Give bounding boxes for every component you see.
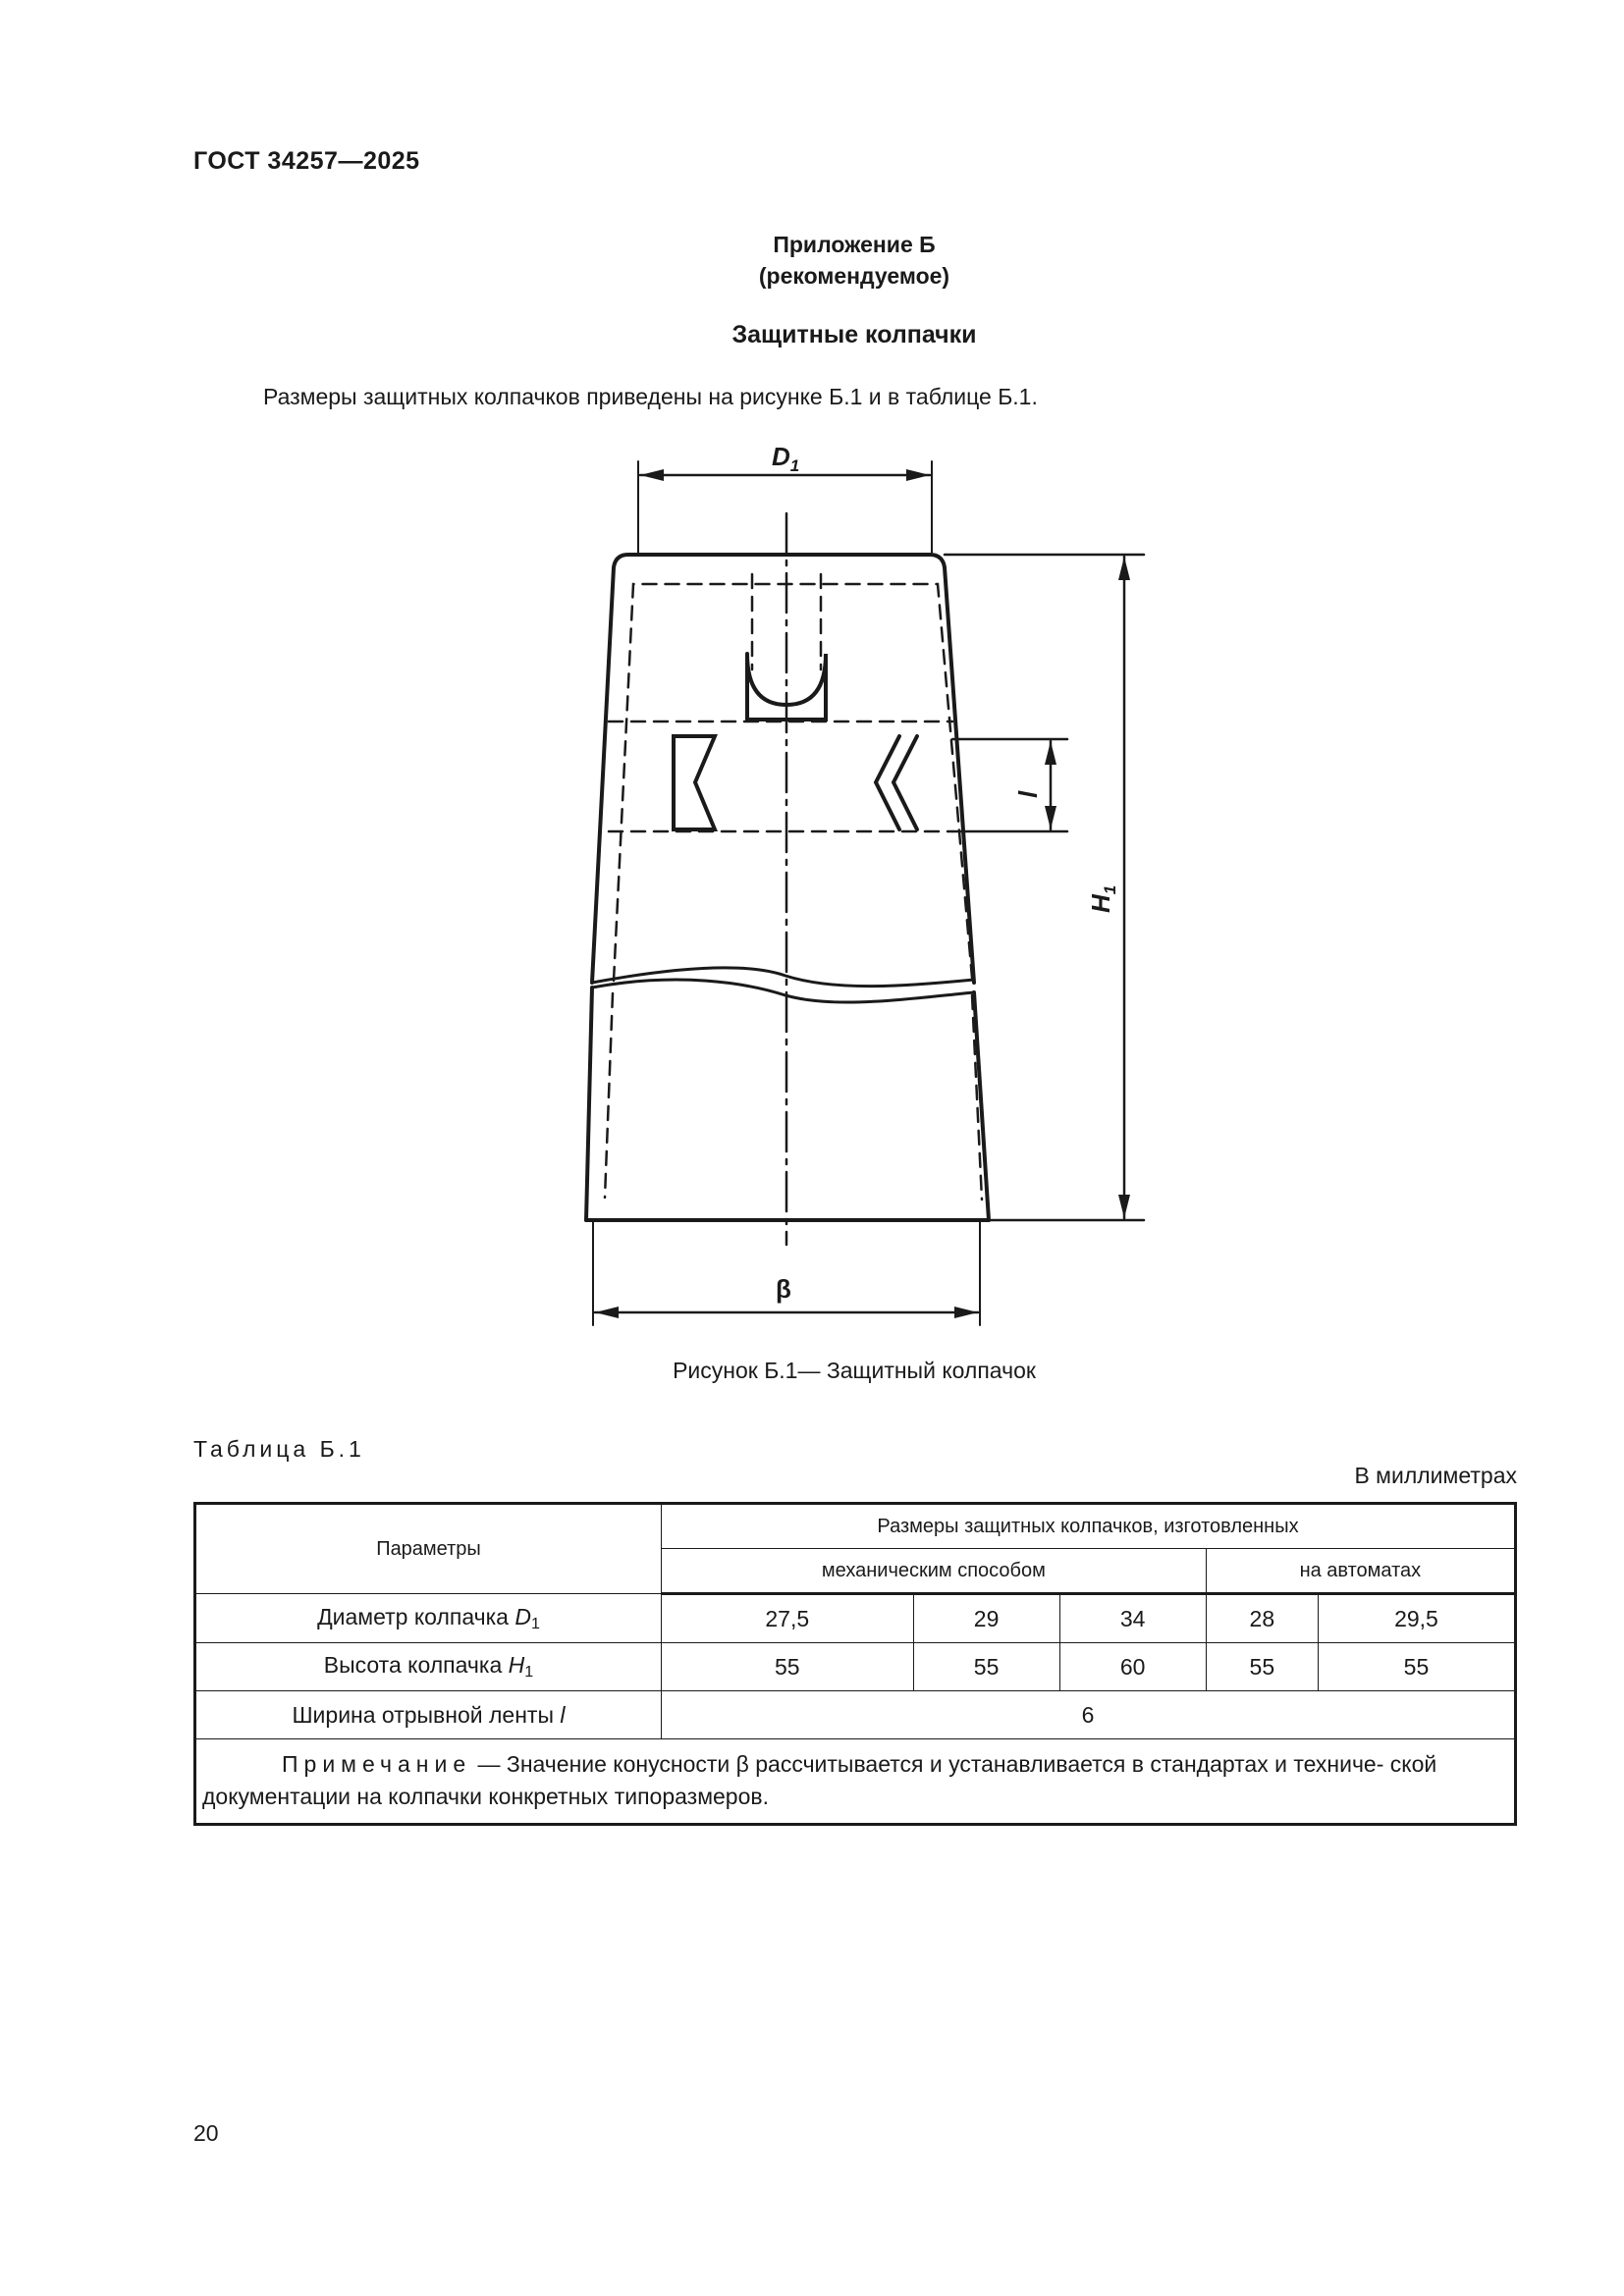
table-cell: 60 [1059, 1643, 1206, 1691]
table-label: Таблица Б.1 [193, 1436, 365, 1462]
l-label: l [1013, 790, 1043, 798]
table-units: В миллиметрах [1354, 1463, 1517, 1488]
row-parameter: Ширина отрывной ленты l [195, 1691, 662, 1739]
cap-inner-contour [614, 584, 972, 981]
header-mechanical: механическим способом [662, 1549, 1207, 1594]
table-cell: 55 [662, 1643, 914, 1691]
table-note [195, 1739, 1516, 1825]
row-parameter: Высота колпачка $H_1$ [195, 1643, 662, 1691]
cap-outer-upper-outline [592, 555, 974, 983]
table-cell: 27,5 [662, 1594, 914, 1643]
dimensions-table [193, 1502, 1517, 1826]
table-cell: 29 [913, 1594, 1059, 1643]
intro-paragraph: Размеры защитных колпачков приведены на рисунке Б.1 и в таблице Б.1. [263, 384, 1038, 409]
figure-caption: Рисунок Б.1— Защитный колпачок [673, 1358, 1036, 1383]
table-cell: 55 [1318, 1643, 1515, 1691]
tear-tab-right-chevron [876, 736, 917, 829]
table-cell: 28 [1206, 1594, 1318, 1643]
note-prefix: Примечание [282, 1751, 472, 1777]
table-row [195, 1691, 1516, 1739]
table-cell: 55 [1206, 1643, 1318, 1691]
table-cell: 34 [1059, 1594, 1206, 1643]
table-row [195, 1643, 1516, 1691]
beta-label: β [776, 1274, 791, 1304]
header-parameters: Параметры [195, 1504, 662, 1594]
table-cell: 55 [913, 1643, 1059, 1691]
cap-break-line-upper [592, 968, 974, 987]
d1-label: $D_1$ [772, 442, 800, 475]
appendix-status: (рекомендуемое) [758, 263, 950, 289]
section-title: Защитные колпачки [731, 321, 977, 348]
appendix-title: Приложение Б [773, 232, 936, 257]
table-cell: 29,5 [1318, 1594, 1515, 1643]
h1-label: $H_1$ [1086, 884, 1119, 913]
table-row [195, 1594, 1516, 1643]
note-text: — Значение конусности β рассчитывается и устанавливается в стандартах и техниче- ской документации на колпачки конкретных типоразмеров. [202, 1751, 1437, 1809]
table-cell: 6 [662, 1691, 1516, 1739]
header-group: Размеры защитных колпачков, изготовленных [662, 1504, 1516, 1549]
cap-inner-contour-lower [605, 993, 982, 1200]
header-automatic: на автоматах [1206, 1549, 1515, 1594]
tear-tab-left [674, 736, 715, 829]
row-parameter: Диаметр колпачка $D_1$ [195, 1594, 662, 1643]
standard-header: ГОСТ 34257—2025 [193, 147, 420, 175]
page-number: 20 [193, 2120, 219, 2146]
